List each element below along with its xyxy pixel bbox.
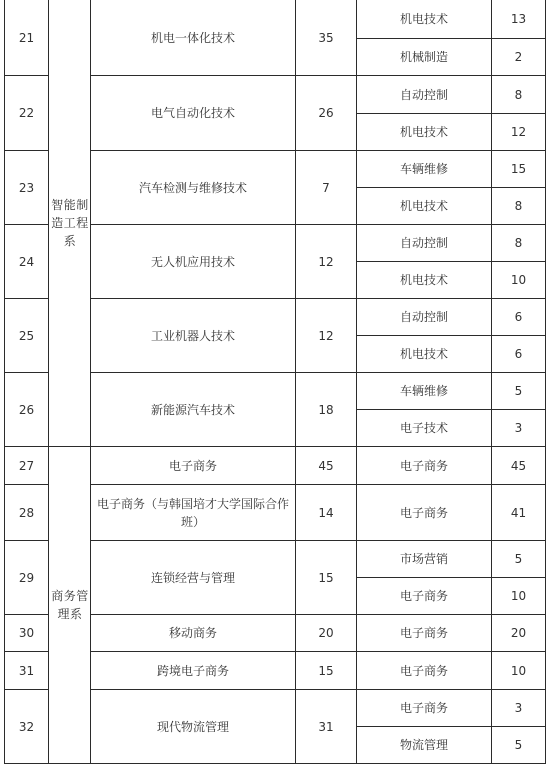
sub-major-count: 10: [492, 262, 546, 299]
sub-major-name: 自动控制: [357, 299, 492, 336]
sub-major-name: 电子商务: [357, 485, 492, 541]
major-total: 7: [296, 151, 357, 225]
sub-major-name: 车辆维修: [357, 373, 492, 410]
major-name: 工业机器人技术: [91, 299, 296, 373]
major-total: 18: [296, 373, 357, 447]
sub-major-name: 电子商务: [357, 652, 492, 690]
sub-major-count: 45: [492, 447, 546, 485]
major-name: 汽车检测与维修技术: [91, 151, 296, 225]
row-number: 23: [5, 151, 49, 225]
major-total: 15: [296, 541, 357, 615]
sub-major-name: 机电技术: [357, 114, 492, 151]
enrollment-table: [4, 0, 546, 764]
major-name: 电子商务（与韩国培才大学国际合作班）: [91, 485, 296, 541]
department-cell: [49, 0, 91, 447]
major-name: 连锁经营与管理: [91, 541, 296, 615]
major-total: 31: [296, 690, 357, 764]
sub-major-count: 6: [492, 336, 546, 373]
department-name: 商务管理系: [51, 589, 89, 621]
major-total: 12: [296, 299, 357, 373]
sub-major-count: 8: [492, 76, 546, 114]
table-row: [5, 0, 546, 39]
sub-major-name: 电子商务: [357, 690, 492, 727]
row-number: 25: [5, 299, 49, 373]
row-number: 27: [5, 447, 49, 485]
sub-major-name: 电子商务: [357, 447, 492, 485]
row-number: 26: [5, 373, 49, 447]
sub-major-count: 5: [492, 541, 546, 578]
sub-major-name: 物流管理: [357, 727, 492, 764]
sub-major-count: 8: [492, 188, 546, 225]
sub-major-name: 电子商务: [357, 615, 492, 652]
row-number: 29: [5, 541, 49, 615]
major-name: 无人机应用技术: [91, 225, 296, 299]
major-total: 15: [296, 652, 357, 690]
sub-major-count: 15: [492, 151, 546, 188]
sub-major-count: 13: [492, 0, 546, 39]
department-cell: [49, 447, 91, 764]
row-number: 22: [5, 76, 49, 151]
major-total: 45: [296, 447, 357, 485]
table-row: [5, 447, 546, 485]
row-number: 28: [5, 485, 49, 541]
sub-major-count: 3: [492, 690, 546, 727]
major-total: 20: [296, 615, 357, 652]
major-name: 新能源汽车技术: [91, 373, 296, 447]
sub-major-count: 41: [492, 485, 546, 541]
sub-major-name: 自动控制: [357, 225, 492, 262]
row-number: 32: [5, 690, 49, 764]
sub-major-count: 10: [492, 578, 546, 615]
major-total: 35: [296, 0, 357, 76]
major-name: 跨境电子商务: [91, 652, 296, 690]
major-name: 现代物流管理: [91, 690, 296, 764]
sub-major-count: 12: [492, 114, 546, 151]
sub-major-name: 自动控制: [357, 76, 492, 114]
major-name: 电子商务: [91, 447, 296, 485]
major-total: 14: [296, 485, 357, 541]
sub-major-count: 5: [492, 727, 546, 764]
sub-major-name: 机电技术: [357, 336, 492, 373]
major-name: 机电一体化技术: [91, 0, 296, 76]
department-name: 智能制造工程系: [51, 198, 89, 248]
major-name: 移动商务: [91, 615, 296, 652]
sub-major-count: 10: [492, 652, 546, 690]
major-total: 26: [296, 76, 357, 151]
sub-major-name: 机电技术: [357, 0, 492, 39]
sub-major-name: 车辆维修: [357, 151, 492, 188]
sub-major-count: 5: [492, 373, 546, 410]
sub-major-count: 8: [492, 225, 546, 262]
sub-major-count: 2: [492, 39, 546, 76]
sub-major-name: 电子技术: [357, 410, 492, 447]
row-number: 24: [5, 225, 49, 299]
major-total: 12: [296, 225, 357, 299]
sub-major-name: 机械制造: [357, 39, 492, 76]
sub-major-count: 20: [492, 615, 546, 652]
major-name: 电气自动化技术: [91, 76, 296, 151]
sub-major-count: 6: [492, 299, 546, 336]
row-number: 31: [5, 652, 49, 690]
sub-major-name: 机电技术: [357, 188, 492, 225]
sub-major-count: 3: [492, 410, 546, 447]
sub-major-name: 机电技术: [357, 262, 492, 299]
sub-major-name: 电子商务: [357, 578, 492, 615]
row-number: 30: [5, 615, 49, 652]
row-number: 21: [5, 0, 49, 76]
sub-major-name: 市场营销: [357, 541, 492, 578]
